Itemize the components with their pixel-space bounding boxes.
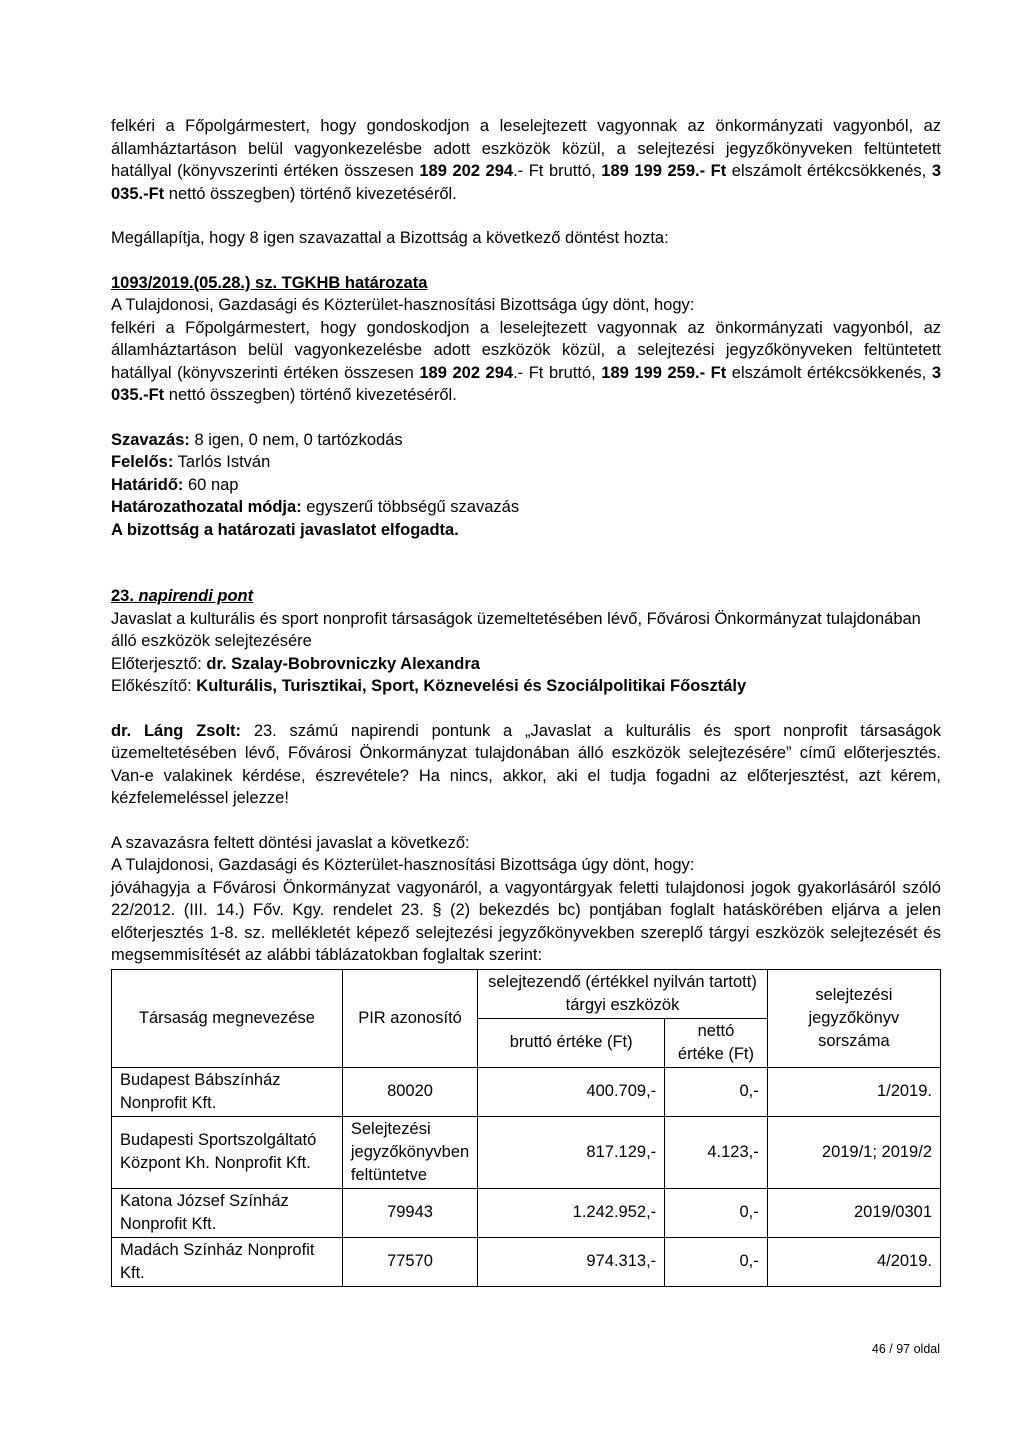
text: .- Ft bruttó, bbox=[513, 363, 602, 382]
table-row bbox=[112, 1116, 941, 1188]
text: felkéri a Főpolgármestert, hogy gondoskodjon a leselejtezett vagyonnak az önkormányzati vagyonból, az államháztartáson belül vagyonkezelésbe adott eszközök közül, a selejtezési jegyzőkönyveken feltüntetett hatállyal (könyvszerinti értéken összesen bbox=[111, 318, 941, 382]
value: dr. Szalay-Bobrovniczky Alexandra bbox=[206, 654, 480, 673]
cell-company: Katona József Színház Nonprofit Kft. bbox=[112, 1188, 343, 1237]
cell-company: Budapesti Sportszolgáltató Központ Kh. Nonprofit Kft. bbox=[112, 1116, 343, 1188]
speech bbox=[111, 720, 941, 810]
cell-pir: Selejtezési jegyzőkönyvben feltüntetve bbox=[342, 1116, 477, 1188]
amount: 189 199 259.- Ft bbox=[601, 162, 727, 180]
method-line bbox=[111, 496, 941, 519]
accepted-line: A bizottság a határozati javaslatot elfogadta. bbox=[111, 520, 459, 539]
cell-pir: 79943 bbox=[342, 1188, 477, 1237]
cell-gross: 974.313,- bbox=[478, 1237, 665, 1286]
amount: 189 199 259.- Ft bbox=[601, 363, 727, 382]
table-row bbox=[112, 1237, 941, 1286]
cell-protocol: 4/2019. bbox=[767, 1237, 940, 1286]
label: Felelős: bbox=[111, 453, 174, 471]
disposal-table bbox=[111, 969, 941, 1287]
cell-gross: 817.129,- bbox=[478, 1116, 665, 1188]
text: nettó összegben) történő kivezetéséről. bbox=[164, 184, 457, 203]
proposal-text: jóváhagyja a Fővárosi Önkormányzat vagyonáról, a vagyontárgyak feletti tulajdonosi jogok gyakorlásáról szóló 22/2012. (III. 14.) Főv. Kgy. rendelet 23. § (2) bekezdés bc) pontjában foglalt hatáskörében eljárva a jelen előterjesztés 1-8. sz. mellékletét képező selejtezési jegyzőkönyvekben szereplő tárgyi eszközök selejtezését és megsemmisítését az alábbi táblázatokban foglaltak szerint: bbox=[111, 878, 941, 964]
cell-gross: 400.709,- bbox=[478, 1067, 665, 1116]
label: Határozathozatal módja: bbox=[111, 498, 302, 516]
deadline-line bbox=[111, 474, 941, 497]
text: .- Ft bruttó, bbox=[513, 162, 602, 180]
preparer-line bbox=[111, 675, 941, 698]
proposal-committee: A Tulajdonosi, Gazdasági és Közterület-hasznosítási Bizottsága úgy dönt, hogy: bbox=[111, 856, 695, 874]
value: Tarlós István bbox=[173, 453, 271, 471]
table-row bbox=[112, 1188, 941, 1237]
cell-gross: 1.242.952,- bbox=[478, 1188, 665, 1237]
resolution-text bbox=[111, 317, 941, 407]
speech-text: 23. számú napirendi pontunk a „Javaslat a kulturális és sport nonprofit társaságok üzemeltetésében lévő, Fővárosi Önkormányzat tulajdonában álló eszközök selejtezésére” című előterjesztés. Van-e valakinek kérdése, észrevétele? Ha nincs, akkor, aki el tudja fogadni az előterjesztést, azt kérem, kézfelemeléssel jelezze! bbox=[111, 721, 941, 807]
text: nettó összegben) történő kivezetéséről. bbox=[164, 386, 457, 404]
value: egyszerű többségű szavazás bbox=[301, 498, 520, 516]
header-pir: PIR azonosító bbox=[342, 969, 477, 1067]
label: Előkészítő: bbox=[111, 677, 192, 695]
value: 60 nap bbox=[183, 475, 239, 494]
label: Szavazás: bbox=[111, 430, 190, 449]
cell-net: 4.123,- bbox=[665, 1116, 768, 1188]
page-number: 46 / 97 oldal bbox=[871, 1342, 940, 1356]
cell-company: Madách Színház Nonprofit Kft. bbox=[112, 1237, 343, 1286]
cell-protocol: 2019/1; 2019/2 bbox=[767, 1116, 940, 1188]
cell-pir: 77570 bbox=[342, 1237, 477, 1286]
statement: Megállapítja, hogy 8 igen szavazattal a Bizottság a következő döntést hozta: bbox=[111, 229, 669, 247]
value: 8 igen, 0 nem, 0 tartózkodás bbox=[189, 430, 403, 449]
paragraph-intro bbox=[111, 115, 941, 205]
amount: 3 035.-Ft bbox=[111, 363, 941, 404]
cell-net: 0,- bbox=[665, 1067, 768, 1116]
presenter-line bbox=[111, 653, 941, 676]
cell-protocol: 1/2019. bbox=[767, 1067, 940, 1116]
label: Előterjesztő: bbox=[111, 654, 207, 673]
agenda-number: 23. bbox=[111, 587, 134, 605]
vote-line bbox=[111, 429, 941, 452]
resolution-title: 1093/2019.(05.28.) sz. TGKHB határozata bbox=[111, 273, 428, 292]
speaker: dr. Láng Zsolt: bbox=[111, 721, 242, 740]
header-protocol: selejtezési jegyzőkönyv sorszáma bbox=[767, 969, 940, 1067]
cell-net: 0,- bbox=[665, 1188, 768, 1237]
text: elszámolt értékcsökkenés, bbox=[726, 162, 932, 180]
agenda-label: napirendi pont bbox=[133, 587, 254, 605]
text: felkéri a Főpolgármestert, hogy gondoskodjon a leselejtezett vagyonnak az önkormányzati vagyonból, az államháztartáson belül vagyonkezelésbe adott eszközök közül, a selejtezési jegyzőkönyveken feltüntetett hatállyal (könyvszerinti értéken összesen bbox=[111, 117, 941, 180]
label: Határidő: bbox=[111, 475, 184, 494]
table-header-row bbox=[112, 969, 941, 1018]
header-gross: bruttó értéke (Ft) bbox=[478, 1018, 665, 1067]
amount: 3 035.-Ft bbox=[111, 162, 941, 203]
table-row bbox=[112, 1067, 941, 1116]
proposal-intro: A szavazásra feltett döntési javaslat a következő: bbox=[111, 833, 470, 852]
cell-pir: 80020 bbox=[342, 1067, 477, 1116]
text: elszámolt értékcsökkenés, bbox=[726, 363, 932, 382]
cell-net: 0,- bbox=[665, 1237, 768, 1286]
header-net: nettó értéke (Ft) bbox=[665, 1018, 768, 1067]
cell-company: Budapest Bábszínház Nonprofit Kft. bbox=[112, 1067, 343, 1116]
document-page bbox=[111, 115, 941, 1287]
agenda-subject: Javaslat a kulturális és sport nonprofit társaságok üzemeltetésében lévő, Fővárosi Önkormányzat tulajdonában álló eszközök selejtezésére bbox=[111, 609, 921, 650]
header-company: Társaság megnevezése bbox=[112, 969, 343, 1067]
resolution-committee: A Tulajdonosi, Gazdasági és Közterület-hasznosítási Bizottsága úgy dönt, hogy: bbox=[111, 296, 695, 314]
responsible-line bbox=[111, 451, 941, 474]
amount: 189 202 294 bbox=[419, 363, 514, 382]
amount: 189 202 294 bbox=[419, 162, 514, 180]
cell-protocol: 2019/0301 bbox=[767, 1188, 940, 1237]
agenda-heading bbox=[111, 585, 941, 608]
header-assets: selejtezendő (értékkel nyilván tartott) tárgyi eszközök bbox=[478, 969, 768, 1018]
value: Kulturális, Turisztikai, Sport, Köznevelési és Szociálpolitikai Főosztály bbox=[191, 677, 747, 695]
